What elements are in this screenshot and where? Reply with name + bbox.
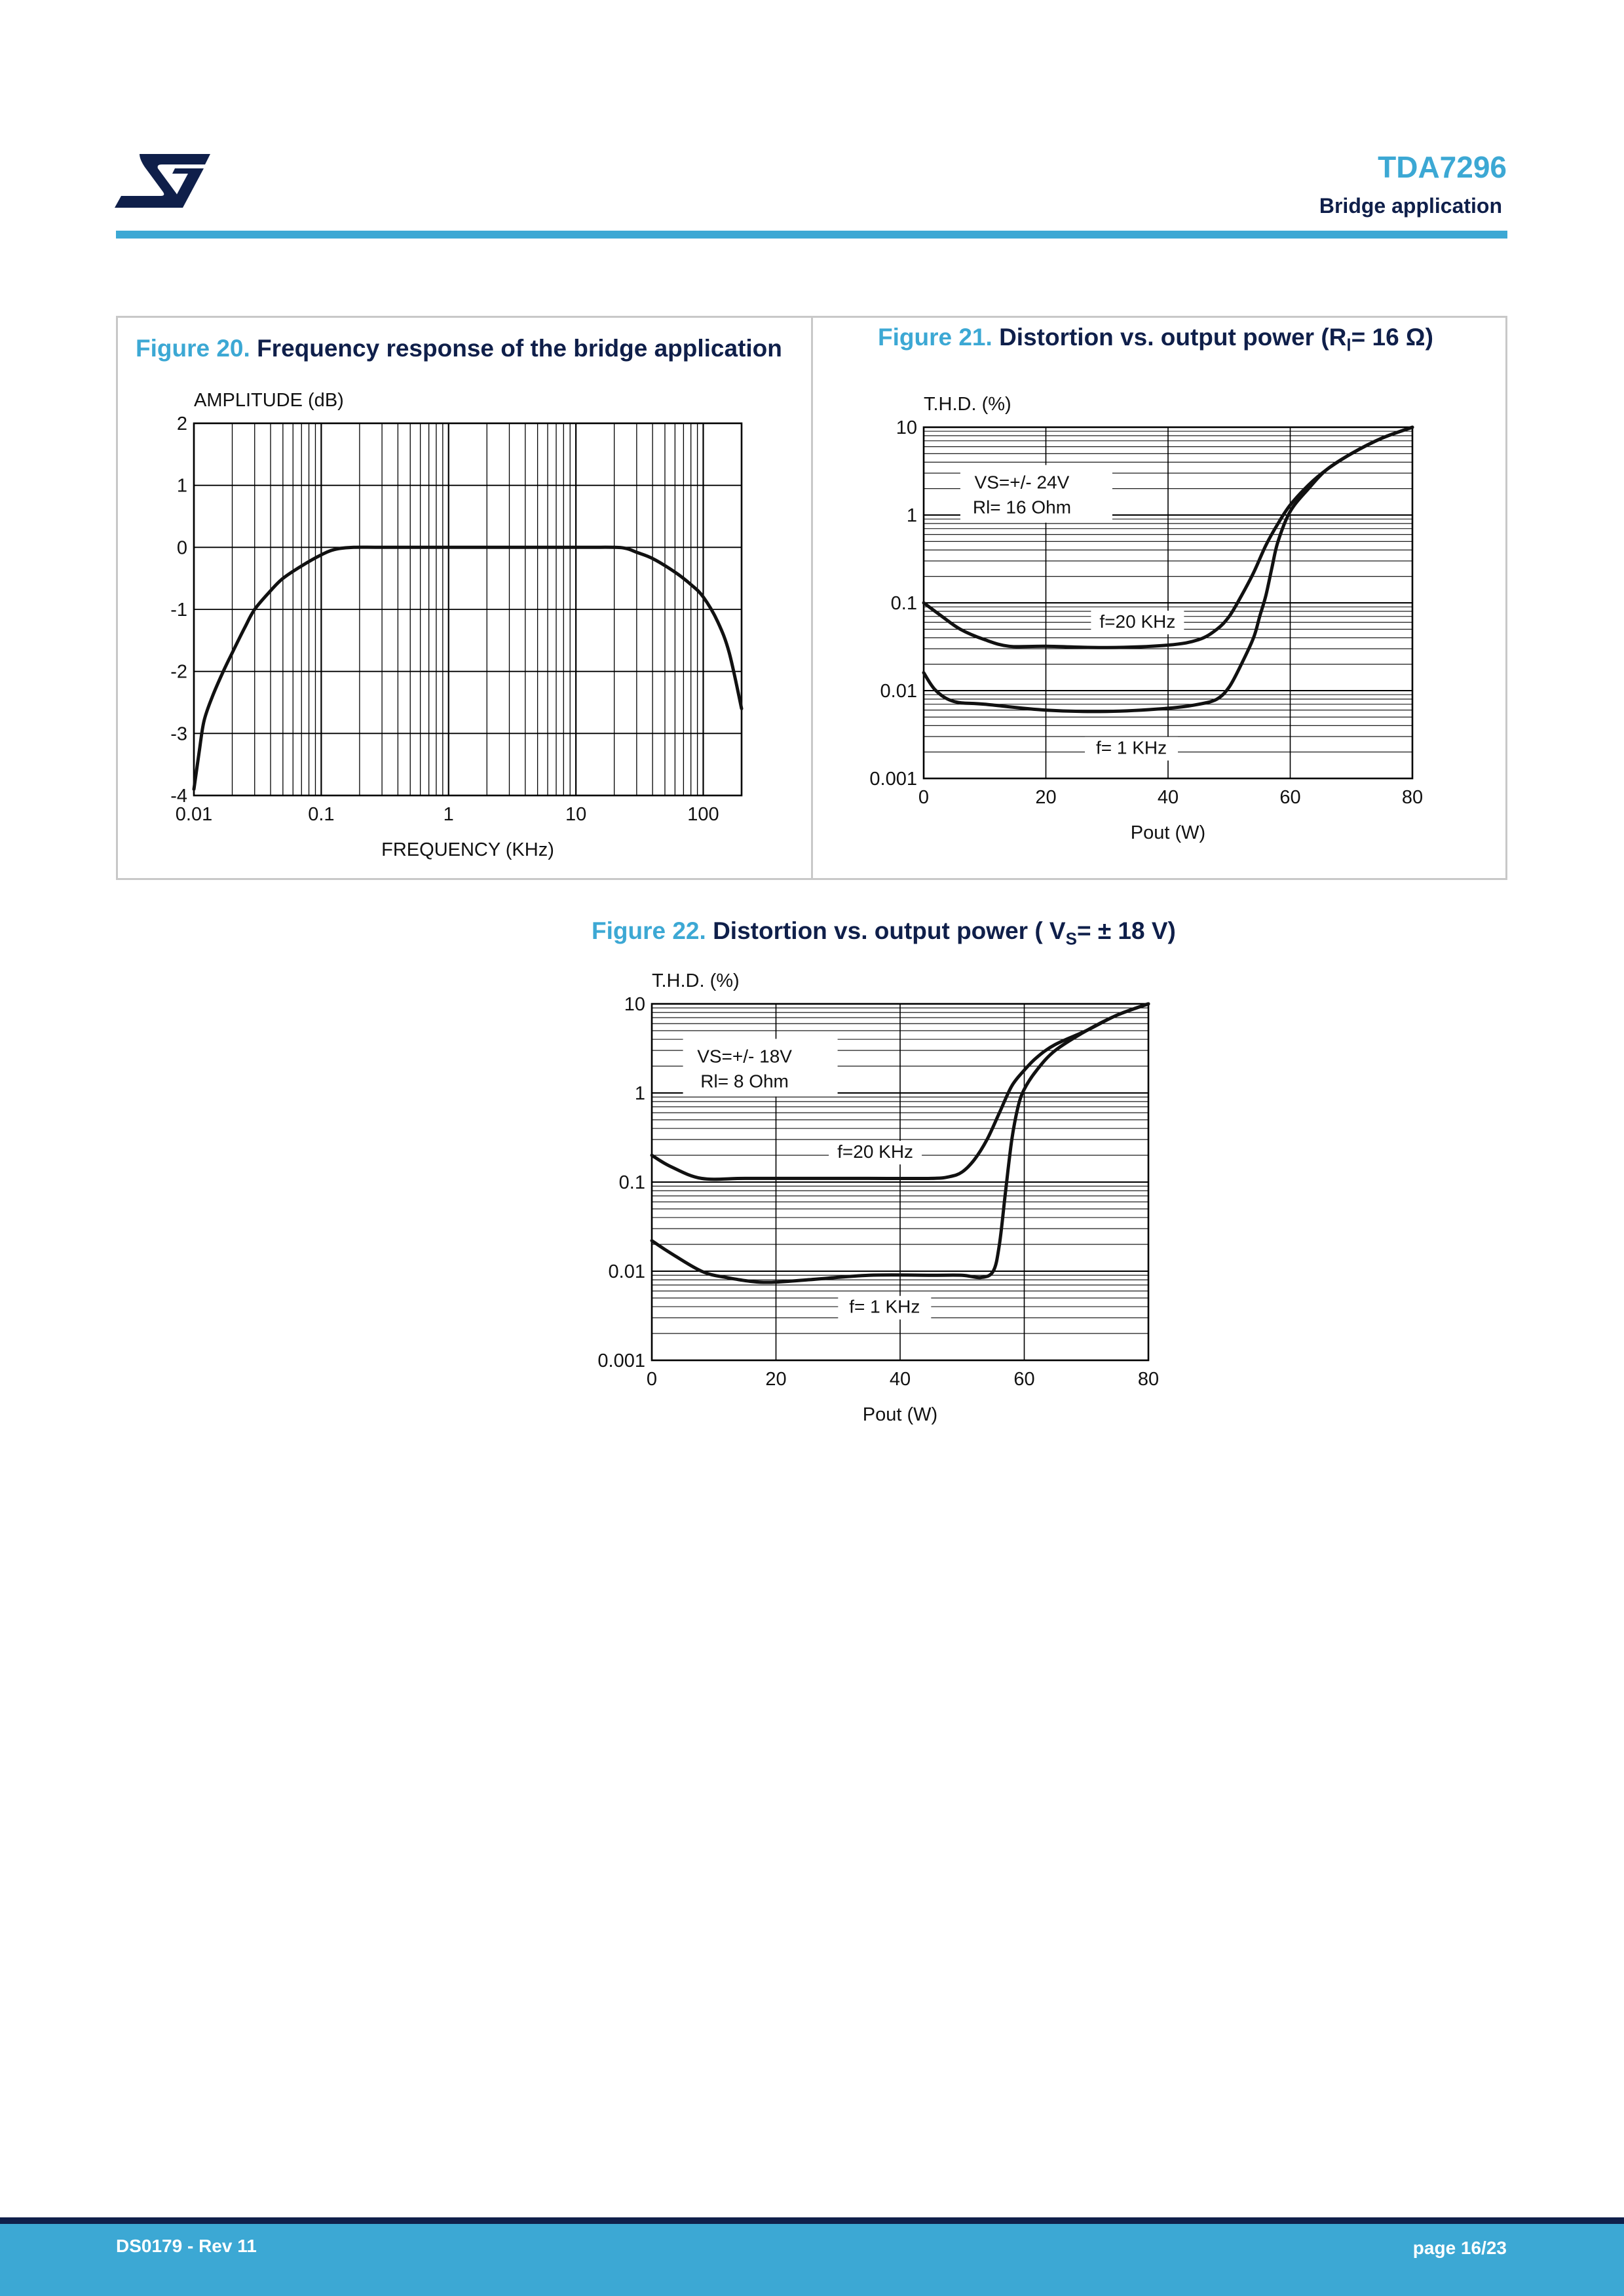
supply-condition: VS=+/- 24V: [974, 472, 1070, 493]
y-tick-label: 0.01: [880, 681, 917, 702]
x-axis-label: Pout (W): [1130, 822, 1206, 843]
x-tick-label: 0.1: [308, 804, 335, 825]
figure-20-title: Frequency response of the bridge application: [257, 335, 782, 362]
x-tick-label: 40: [889, 1369, 911, 1390]
x-axis-label: FREQUENCY (KHz): [381, 839, 554, 860]
figure-20-chart: [131, 373, 760, 865]
footer-band: [0, 2224, 1624, 2296]
footer-rule: [0, 2217, 1624, 2224]
header-rule: [116, 231, 1507, 239]
load-condition: Rl= 8 Ohm: [700, 1071, 789, 1092]
x-tick-label: 60: [1013, 1369, 1035, 1390]
y-tick-label: -4: [170, 786, 187, 807]
x-tick-label: 20: [765, 1369, 787, 1390]
series-label-f1khz: f= 1 KHz: [1095, 737, 1167, 758]
x-tick-label: 0.01: [175, 804, 213, 825]
figure-22-caption: [592, 917, 1176, 949]
x-tick-label: 60: [1279, 787, 1301, 808]
x-tick-label: 100: [687, 804, 719, 825]
series-line-1: [194, 547, 742, 789]
x-axis-label: Pout (W): [862, 1404, 938, 1425]
figure-22-chart: [590, 959, 1166, 1431]
x-tick-label: 80: [1137, 1369, 1160, 1390]
footer-page-number: page 16/23: [1412, 2238, 1507, 2258]
figure-21-title-pre: Distortion vs. output power (R: [999, 324, 1347, 351]
figure-22-title-pre: Distortion vs. output power ( V: [713, 917, 1066, 944]
figure-20-number: Figure 20.: [136, 335, 250, 362]
figure-21-title-sub: l: [1346, 335, 1351, 355]
x-tick-label: 80: [1401, 787, 1424, 808]
figure-21-caption: [878, 324, 1433, 355]
footer-doc-id: DS0179 - Rev 11: [116, 2236, 257, 2256]
figure-divider: [811, 316, 813, 880]
series-label-f20khz: f=20 KHz: [837, 1141, 914, 1162]
y-tick-label: 0.1: [618, 1172, 645, 1193]
section-title: Bridge application: [1319, 194, 1502, 218]
y-axis-label: AMPLITUDE (dB): [194, 390, 344, 411]
supply-condition: VS=+/- 18V: [697, 1046, 792, 1067]
y-tick-label: 0.001: [869, 769, 917, 790]
figure-22-number: Figure 22.: [592, 917, 706, 944]
x-tick-label: 1: [443, 804, 454, 825]
figure-21-title-post: = 16 Ω): [1351, 324, 1433, 351]
y-axis-label: T.H.D. (%): [652, 970, 740, 991]
y-tick-label: -1: [170, 600, 187, 621]
document-title: TDA7296: [1378, 150, 1507, 184]
x-tick-label: 10: [565, 804, 587, 825]
y-tick-label: 10: [896, 417, 917, 438]
y-tick-label: 2: [176, 413, 187, 434]
y-tick-label: 1: [176, 475, 187, 497]
series-label-f20khz: f=20 KHz: [1099, 611, 1176, 632]
x-tick-label: 40: [1157, 787, 1179, 808]
y-tick-label: -2: [170, 661, 187, 683]
y-tick-label: 0.1: [890, 593, 917, 614]
figure-22-title-post: = ± 18 V): [1076, 917, 1176, 944]
x-tick-label: 20: [1035, 787, 1057, 808]
figure-21-number: Figure 21.: [878, 324, 992, 351]
load-condition: Rl= 16 Ohm: [972, 497, 1072, 518]
y-tick-label: 0: [176, 537, 187, 559]
y-tick-label: 1: [634, 1083, 645, 1104]
x-tick-label: 0: [646, 1369, 658, 1390]
x-tick-label: 0: [918, 787, 930, 808]
y-tick-label: 1: [906, 505, 917, 526]
y-tick-label: 0.01: [608, 1261, 645, 1282]
series-label-f1khz: f= 1 KHz: [849, 1296, 920, 1317]
figure-20-caption: [136, 335, 782, 362]
st-logo: [115, 154, 210, 208]
fig20-grid: [194, 423, 742, 795]
y-tick-label: -3: [170, 723, 187, 745]
figure-22-title-sub: S: [1065, 928, 1077, 949]
y-axis-label: T.H.D. (%): [924, 394, 1011, 415]
figure-21-chart: [869, 380, 1454, 852]
y-tick-label: 10: [624, 994, 645, 1015]
y-tick-label: 0.001: [597, 1350, 645, 1371]
